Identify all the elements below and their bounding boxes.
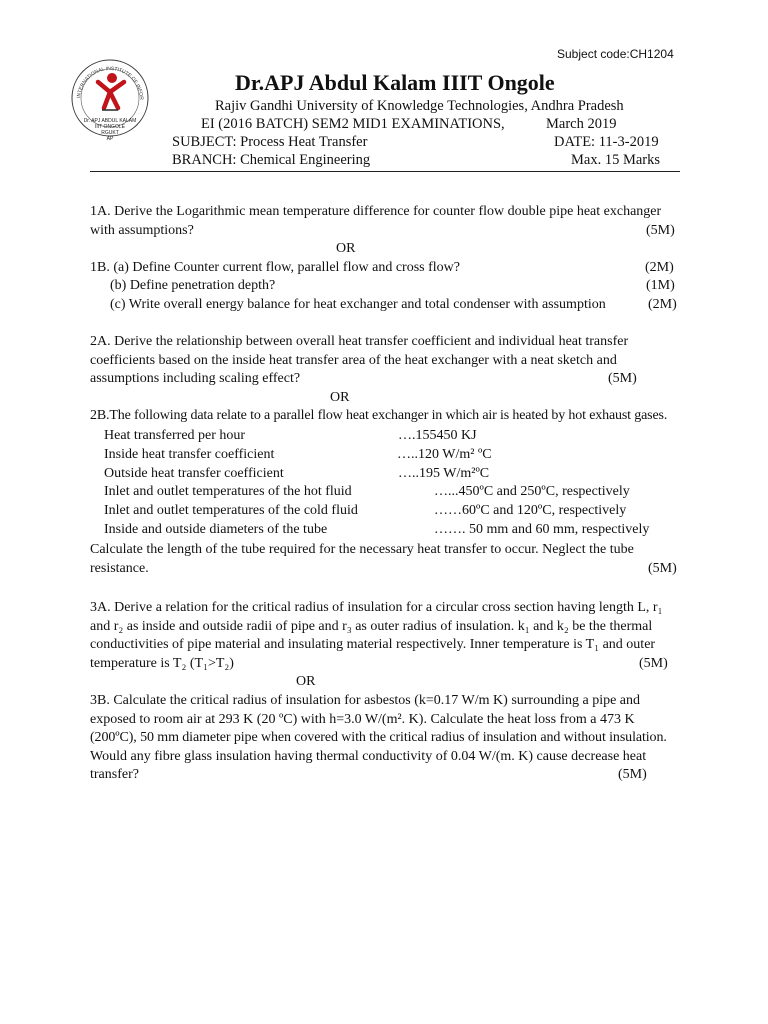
q1b-part-a: 1B. (a) Define Counter current flow, parallel flow and cross flow?	[90, 259, 460, 275]
q3a-line-3: conductivities of pipe material and insulating material respectively. Inner temperature is T₁ and outer	[90, 637, 656, 653]
or-3: OR	[296, 674, 316, 690]
logo-line-3: RGUKT	[101, 130, 119, 136]
row-label: Inside and outside diameters of the tube	[104, 521, 328, 537]
exam-name: EI (2016 BATCH) SEM2 MID1 EXAMINATIONS,	[201, 116, 505, 132]
or-2: OR	[330, 389, 350, 405]
q1a-line-1: 1A. Derive the Logarithmic mean temperature difference for counter flow double pipe heat exchanger	[90, 204, 662, 219]
q3b-line-5: transfer?	[90, 767, 139, 783]
q2b-tail-line-2: resistance.	[90, 560, 149, 576]
header-divider	[90, 171, 680, 172]
subject-code: Subject code:CH1204	[557, 47, 674, 61]
q2b-tail	[90, 541, 678, 578]
table-row	[104, 447, 678, 466]
table-row	[104, 466, 678, 485]
q1b-part-b: (b) Define penetration depth?	[110, 278, 276, 294]
svg-text:INTERNATIONAL INSTITUTE OF INF: INTERNATIONAL INSTITUTE OF INFOR	[76, 65, 145, 101]
row-value: …..120 W/m² ºC	[397, 446, 492, 462]
table-row	[104, 522, 678, 541]
q2a-line-2: coefficients based on the inside heat transfer area of the heat exchanger with a neat sketch and	[90, 352, 617, 368]
table-row	[104, 428, 678, 447]
question-3a	[90, 599, 678, 785]
q1a-marks: (5M)	[646, 222, 675, 238]
branch-line: BRANCH: Chemical Engineering	[172, 152, 371, 168]
exam-month: March 2019	[546, 116, 617, 132]
q2a-line-3: assumptions including scaling effect?	[90, 371, 301, 387]
institute-title: Dr.APJ Abdul Kalam IIIT Ongole	[235, 70, 555, 95]
q3b-marks: (5M)	[618, 767, 647, 783]
row-label: Outside heat transfer coefficient	[104, 465, 284, 481]
q3a-marks: (5M)	[639, 655, 668, 671]
q3a-line-4: temperature is T₂ (T₁>T₂)	[90, 655, 234, 671]
q3b-line-4: Would any fibre glass insulation having thermal conductivity of 0.04 W/(m. K) cause decrease heat	[90, 748, 647, 764]
q3b-line-1: 3B. Calculate the critical radius of insulation for asbestos (k=0.17 W/m K) surrounding a pipe and	[90, 692, 641, 708]
logo-line-2: IIIT ONGOLE	[95, 124, 125, 130]
university-name: Rajiv Gandhi University of Knowledge Technologies, Andhra Pradesh	[215, 98, 624, 114]
row-value: …...450ºC and 250ºC, respectively	[434, 484, 630, 500]
exam-date: DATE: 11-3-2019	[554, 134, 659, 150]
or-1: OR	[336, 241, 356, 257]
q2b-intro: 2B.The following data relate to a parallel flow heat exchanger in which air is heated by hot exhaust gases.	[90, 408, 668, 424]
q2b-data-table	[104, 428, 678, 541]
row-label: Inlet and outlet temperatures of the hot fluid	[104, 484, 352, 500]
subject-line: SUBJECT: Process Heat Transfer	[172, 134, 368, 150]
question-2a	[90, 333, 678, 426]
row-value: …..195 W/m²ºC	[398, 465, 490, 481]
q2b-tail-line-1: Calculate the length of the tube required for the necessary heat transfer to occur. Neglect the tube	[90, 542, 634, 557]
question-1a	[90, 203, 678, 315]
row-label: Inside heat transfer coefficient	[104, 446, 275, 462]
q1a-line-2: with assumptions?	[90, 222, 194, 238]
q1b-a-marks: (2M)	[645, 259, 674, 275]
q3a-line-1: 3A. Derive a relation for the critical radius of insulation for a circular cross section having length L, r₁	[90, 600, 663, 615]
max-marks: Max. 15 Marks	[571, 152, 661, 168]
q1b-c-marks: (2M)	[648, 296, 677, 312]
logo-line-4: AP	[106, 136, 114, 142]
institute-logo	[68, 56, 152, 148]
q2a-line-1: 2A. Derive the relationship between overall heat transfer coefficient and individual heat transfer	[90, 334, 629, 349]
q3b-line-3: (200ºC), 50 mm diameter pipe when covered with the critical radius of insulation and without insulation.	[90, 730, 667, 746]
q1b-part-c: (c) Write overall energy balance for heat exchanger and total condenser with assumption	[110, 296, 606, 312]
row-value: ….155450 KJ	[398, 428, 477, 443]
row-value: ……. 50 mm and 60 mm, respectively	[434, 521, 650, 537]
row-label: Inlet and outlet temperatures of the cold fluid	[104, 503, 358, 519]
q3b-line-2: exposed to room air at 293 K (20 ºC) with h=3.0 W/(m². K). Calculate the heat loss from a 473 K	[90, 711, 635, 727]
row-label: Heat transferred per hour	[104, 428, 246, 443]
q3a-line-2: and r₂ as inside and outside radii of pipe and r₃ as outer radius of insulation. k₁ and k₂ be the thermal	[90, 618, 653, 634]
table-row	[104, 484, 678, 503]
table-row	[104, 503, 678, 522]
row-value: ……60ºC and 120ºC, respectively	[434, 503, 627, 519]
q2a-marks: (5M)	[608, 371, 637, 387]
logo-line-1: Dr. APJ ABDUL KALAM	[83, 118, 137, 124]
q2b-marks: (5M)	[648, 560, 677, 576]
q1b-b-marks: (1M)	[646, 278, 675, 294]
